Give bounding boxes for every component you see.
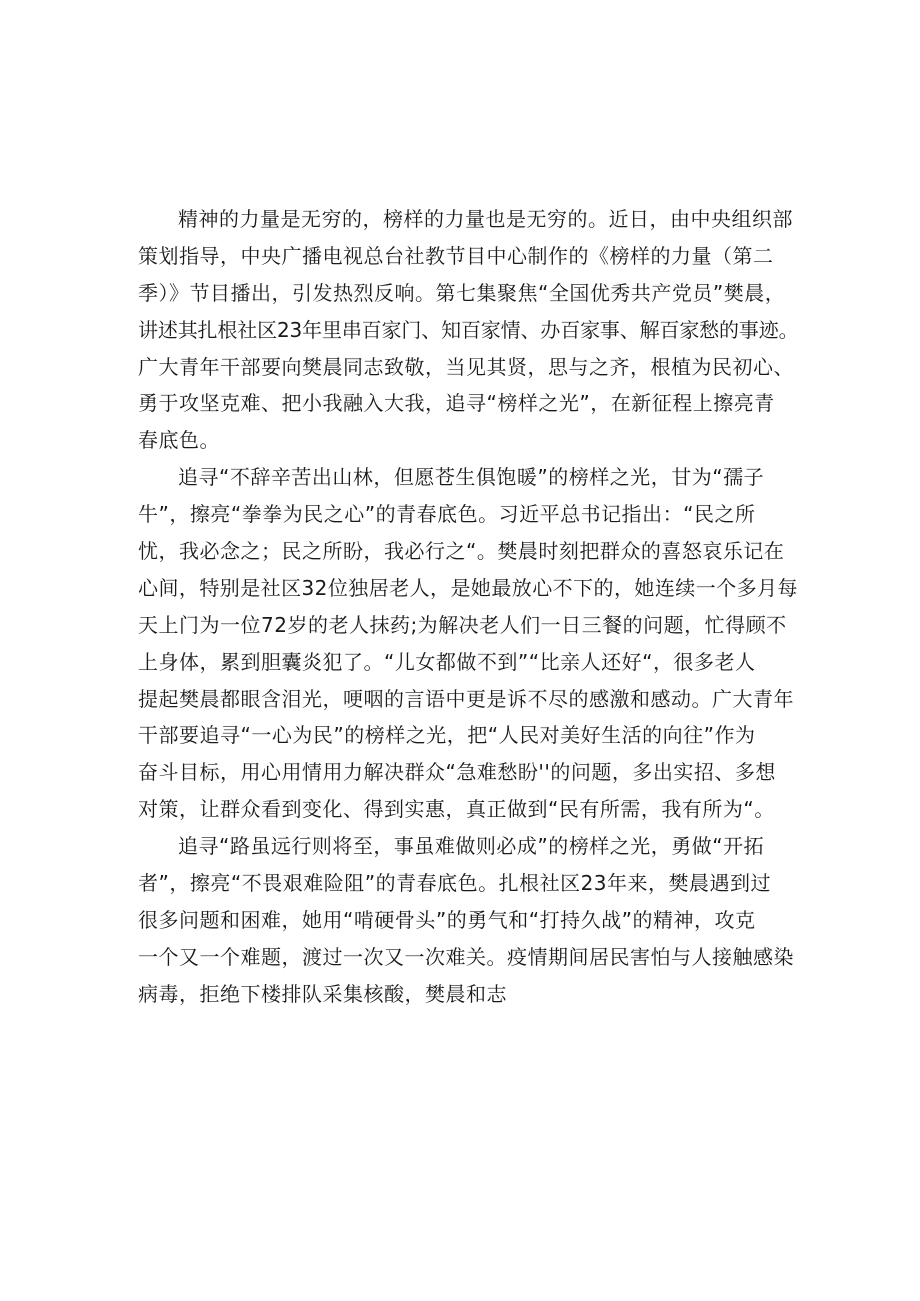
text-line: 勇于攻坚克难、把小我融入大我，追寻“榜样之光”，在新征程上擦亮青 (138, 391, 775, 416)
text-line: 者”，擦亮“不畏艰难险阻”的青春底色。扎根社区23年来，樊晨遇到过 (138, 871, 772, 896)
text-line: 精神的力量是无穷的，榜样的力量也是无穷的。近日，由中央组织部 (178, 207, 793, 231)
text-line: 一个又一个难题，渡过一次又一次难关。疫情期间居民害怕与人接触感染 (138, 944, 794, 969)
text-line: 干部要追寻“一心为民”的榜样之光，把“人民对美好生活的向往”作为 (138, 723, 756, 748)
text-line: 季）》节目播出，引发热烈反响。第七集聚焦“全国优秀共产党员”樊晨， (138, 280, 786, 305)
text-line: 牛”，擦亮“拳拳为民之心”的青春底色。习近平总书记指出：“民之所 (138, 502, 756, 527)
text-line: 讲述其扎根社区23年里串百家门、知百家情、办百家事、解百家愁的事迹。 (138, 317, 799, 342)
text-line: 策划指导，中央广播电视总台社教节目中心制作的《榜样的力量（第二 (138, 243, 774, 268)
paragraph-2 (138, 459, 798, 828)
text-line: 奋斗目标，用心用情用力解决群众“急难愁盼''的问题，多出实招、多想 (138, 760, 776, 785)
text-line: 春底色。 (138, 428, 220, 453)
text-line: 天上门为一位72岁的老人抹药;为解决老人们一日三餐的问题，忙得顾不 (138, 612, 787, 637)
document-body (138, 201, 798, 1013)
text-line: 追寻“路虽远行则将至，事虽难做则必成”的榜样之光，勇做“开拓 (178, 834, 765, 859)
paragraph-3 (138, 828, 798, 1012)
paragraph-1 (138, 201, 798, 459)
text-line: 很多问题和困难，她用“啃硬骨头”的勇气和“打持久战”的精神，攻克 (138, 907, 756, 932)
text-line: 广大青年干部要向樊晨同志致敬，当见其贤，思与之齐，根植为民初心、 (138, 354, 794, 379)
text-line: 提起樊晨都眼含泪光，哽咽的言语中更是诉不尽的感激和感动。广大青年 (138, 686, 794, 711)
text-line: 追寻“不辞辛苦出山林，但愿苍生俱饱暖”的榜样之光，甘为“孺子 (178, 465, 765, 490)
text-line: 上身体，累到胆囊炎犯了。“儿女都做不到”“比亲人还好“，很多老人 (138, 649, 756, 674)
text-line: 忧，我必念之；民之所盼，我必行之“。樊晨时刻把群众的喜怒哀乐记在 (138, 539, 785, 564)
text-line: 对策，让群众看到变化、得到实惠，真正做到“民有所需，我有所为“。 (138, 797, 775, 822)
text-line: 心间，特别是社区32位独居老人，是她最放心不下的，她连续一个多月每 (138, 575, 798, 600)
text-line: 病毒，拒绝下楼排队采集核酸，樊晨和志 (138, 981, 507, 1006)
